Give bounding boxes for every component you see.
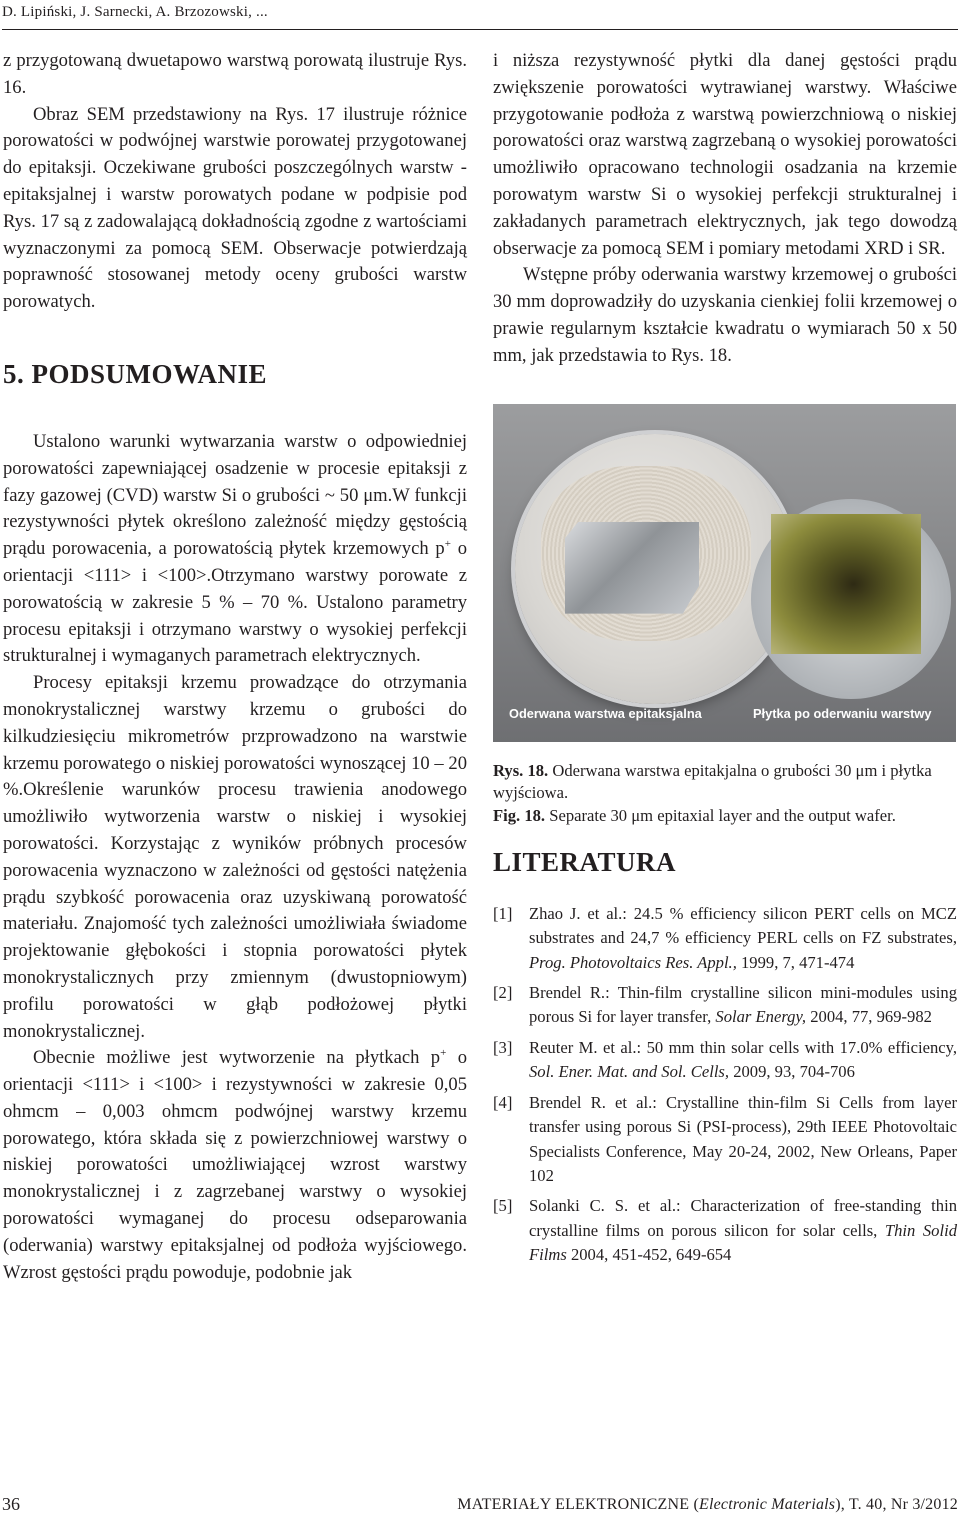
reference-item — [493, 902, 957, 975]
ref-part: 1999, 7, 471-474 — [736, 952, 855, 972]
photo-label-right: Płytka po oderwaniu warstwy — [753, 705, 932, 721]
reference-text — [529, 1036, 957, 1085]
reference-item — [493, 1091, 957, 1189]
caption-text: Oderwana warstwa epitakjalna o grubości 30 μm i płytka wyjściowa. — [493, 760, 932, 803]
header-rule — [2, 29, 958, 30]
paragraph: Wstępne próby oderwania warstwy krzemowej o grubości 30 mm doprowadziły do uzyskania cienkiej folii krzemowej o prawie regularnym kształcie kwadratu o wymiarach 50 x 50 mm, jak przedstawia to Rys. 18. — [493, 264, 957, 366]
page-number: 36 — [2, 1494, 20, 1514]
journal-part: MATERIAŁY ELEKTRONICZNE ( — [457, 1496, 699, 1513]
reference-list — [493, 902, 957, 1268]
right-column — [493, 48, 957, 1274]
section-title: 5. PODSUMOWANIE — [3, 358, 268, 389]
separated-layer — [565, 522, 699, 614]
ref-journal: Thin Solid Films — [529, 1220, 957, 1265]
caption-label: Rys. 18. — [493, 760, 549, 780]
text-run: o orientacji <111> i <100>.Otrzymano warstwy porowate z porowatością w zakresie 5 % – 70 %. Ustalono parametry procesu epitaksji i otrzymano warstwy o wysokiej perfekcji strukturalnej i wymaganych parametrach elektrycznych. — [3, 538, 467, 667]
paragraph — [3, 1045, 467, 1286]
reference-number: [3] — [493, 1037, 513, 1057]
ref-part: 2004, 451-452, 649-654 — [566, 1245, 732, 1265]
text-run: o orientacji <111> i <100> i rezystywności w zakresie 0,05 ohmcm – 0,003 ohmcm podwójnej warstwy krzemu porowatego, która składa się z powierzchniowej warstwy o niskiej porowatości umożliwiającej wzrost warstwy monokrystalicznej i z zagrzebanej warstwy o wysokiej porowatości wymaganej do procesu odseparowania (oderwania) warstwy epitaksjalnej od podłoża wyjściowego. Wzrost gęstości prądu powoduje, podobnie jak — [3, 1047, 467, 1283]
caption-text: Separate 30 μm epitaxial layer and the output wafer. — [545, 805, 896, 825]
reference-number: [1] — [493, 903, 513, 923]
figure-caption-pl — [493, 760, 957, 805]
wafer-residue — [771, 514, 921, 654]
reference-text — [529, 981, 957, 1030]
figure-photo — [493, 404, 956, 742]
text-run: Ustalono warunki wytwarzania warstw o odpowiedniej porowatości zapewniającej osadzenie w procesie epitaksji z fazy gazowej (CVD) warstw Si o grubości ~ 50 μm.W funkcji rezystywności płytek określono zależność między gęstością prądu porowacenia, a porowatością płytek krzemowych p — [3, 430, 467, 560]
paragraph: z przygotowaną dwuetapowo warstwą porowatą ilustruje Rys. 16. — [3, 50, 467, 98]
ref-part: 2009, 93, 704-706 — [729, 1062, 855, 1082]
ref-journal: Prog. Photovoltaics Res. Appl., — [529, 952, 737, 972]
ref-part: Reuter M. et al.: 50 mm thin solar cells with 17.0% efficiency, — [529, 1037, 957, 1057]
reference-item — [493, 1036, 957, 1085]
superscript: + — [444, 537, 451, 550]
reference-item — [493, 1194, 957, 1267]
ref-part: 2004, 77, 969-982 — [806, 1007, 932, 1027]
literature-title: LITERATURA — [493, 847, 677, 878]
ref-journal: Solar Energy, — [715, 1007, 807, 1027]
ref-part: Zhao J. et al.: 24.5 % efficiency silicon PERT cells on MCZ substrates and 24,7 % efficiency PERL cells on FZ substrates, — [529, 903, 957, 948]
page-footer — [2, 1494, 958, 1516]
paragraph: Procesy epitaksji krzemu prowadzące do otrzymania monokrystalicznej warstwy krzemu o grubości do kilkudziesięciu mikrometrów przprowadzono na warstwie krzemu porowatego o niskiej porowatości wynoszącej 10 – 20 %.Określenie warunków procesu trawienia anodowego umożliwiło wytworzenia warstw o niskiej i wysokiej porowatości. Korzystając z wyników próbnych procesów porowacenia wyznaczono w zależności od gęstości natężenia prądu szybkość porowacenia oraz uzyskiwaną porowatość materiału. Znajomość tych zależności umożliwiała świadome projektowanie głębokości i stopnia porowatości płytek monokrystalicznych przy zmiennym (dwustopniowym) profilu porowatości w głąb podłożowej płytki monokrystalicznej. — [3, 672, 467, 1042]
reference-text — [529, 1091, 957, 1189]
superscript: + — [440, 1047, 447, 1060]
reference-text — [529, 902, 957, 975]
reference-text — [529, 1194, 957, 1267]
photo-label-left: Oderwana warstwa epitaksjalna — [509, 705, 702, 721]
reference-number: [2] — [493, 983, 513, 1003]
left-column — [3, 48, 467, 1286]
reference-number: [4] — [493, 1092, 513, 1112]
figure-caption-en — [493, 805, 957, 828]
journal-name — [457, 1496, 958, 1514]
text-run: Obecnie możliwe jest wytworzenie na płytkach p — [33, 1047, 441, 1069]
ref-journal: Sol. Ener. Mat. and Sol. Cells, — [529, 1062, 730, 1082]
caption-label: Fig. 18. — [493, 805, 546, 825]
journal-english-name: Electronic Materials — [698, 1496, 836, 1513]
journal-part: ), T. 40, Nr 3/2012 — [835, 1496, 958, 1513]
paragraph: Obraz SEM przedstawiony na Rys. 17 ilustruje różnice porowatości w podwójnej warstwie porowatej przygotowanej do epitaksji. Oczekiwane grubości poszczególnych warstw - epitaksjalnej i warstw porowatych podane w podpisie pod Rys. 17 są z zadowalającą dokładnością zgodne z wartościami wyznaczonymi za pomocą SEM. Obserwacje potwierdzają poprawność stosowanej metody oceny grubości warstw porowatych. — [3, 103, 467, 313]
ref-part: Brendel R. et al.: Crystalline thin-film Si Cells from layer transfer using porous Si (PSI-process), 29th IEEE Photovoltaic Specialists Conference, May 20-24, 2002, New Orleans, Paper 102 — [529, 1092, 957, 1185]
paragraph: i niższa rezystywność płytki dla danej gęstości prądu zwiększenie porowatości wytrawianej warstwy. Właściwe przygotowanie podłoża z warstwą powierzchniową o niskiej porowatości oraz warstwą zagrzebaną o wysokiej porowatości umożliwiło opracowano technologii osadzania na krzemie porowatym warstw Si o wysokiej perfekcji strukturalnej i zakładanych parametrach elektrycznych, jak tego dowodzą obserwacje za pomocą SEM i pomiary metodami XRD i SR. — [493, 50, 957, 259]
paragraph — [3, 429, 467, 670]
ref-part: Solanki C. S. et al.: Characterization of free-standing thin crystalline films on porous silicon for solar cells, — [529, 1196, 957, 1240]
ref-part: Brendel R.: Thin-film crystalline silicon mini-modules using porous Si for layer transfer, — [529, 983, 957, 1027]
reference-number: [5] — [493, 1196, 513, 1216]
running-header: D. Lipiński, J. Sarnecki, A. Brzozowski, ... — [2, 4, 268, 20]
reference-item — [493, 981, 957, 1030]
